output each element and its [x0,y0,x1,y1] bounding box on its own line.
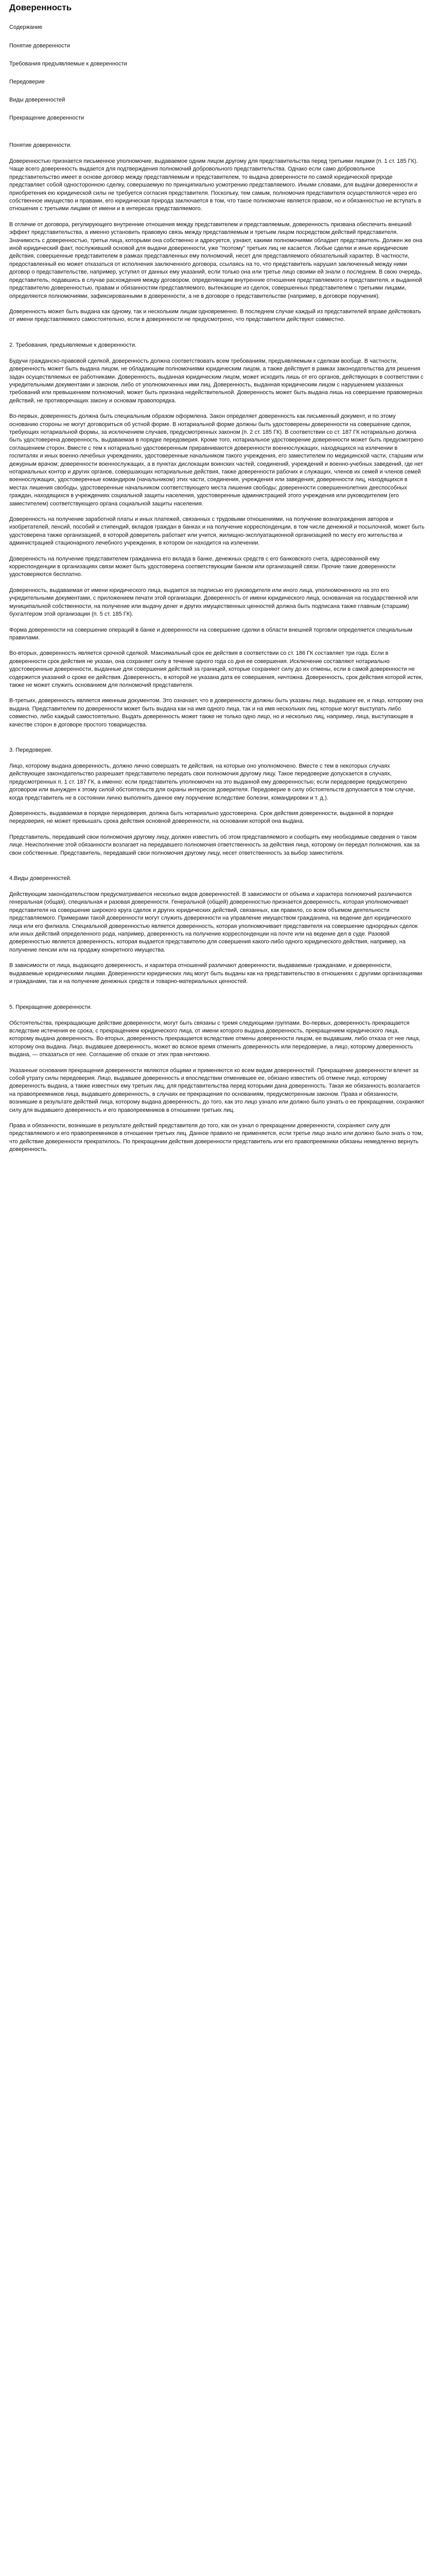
paragraph: Обстоятельства, прекращающие действие доверенности, могут быть связаны с тремя следующими группами. Во-первых, доверенность прекращается вследствие истечения ее срока, с прекращением юридического лица, от имени которого выдана доверенность, прекращением юридического лица, которому выдана доверенность. Во-вторых, доверенность прекращается вследствие отмены доверенности лицом, ее выдавшим, либо отказа от нее лица, которому она выдана. Лицо, выдавшее доверенность, может во всякое время отменить доверенность или передоверие, а лицо, которому доверенность выдана, — отказаться от нее. Соглашение об отказе от этих прав ничтожно. [9,1020,421,1058]
toc-item[interactable]: Передоверие [9,79,45,85]
paragraph: Права и обязанности, возникшие в результате действий представителя до того, как он узнал о прекращении доверенности, сохраняют силу для представляемого и его правопреемников в отношении третьих лиц. Данное правило не применяется, если третье лицо знало или должно было знать о том, что действие доверенности прекратилось. По прекращении действия доверенности представитель или его правопреемники обязаны немедленно вернуть доверенность. [9,1122,423,1153]
page-title: Доверенность [9,3,72,12]
section-heading: 3. Передоверие. [9,747,53,753]
section-heading: 4.Виды доверенностей. [9,875,72,882]
section-heading: 2. Требования, предъявляемые к доверенности. [9,342,137,348]
paragraph: Во-первых, доверенность должна быть специальным образом оформлена. Закон определяет доверенность как письменный документ, и по этому основанию стороны не могут договориться об устной форме. В нотариальной форме должны быть удостоверены доверенности на совершение сделок, требующих нотариальной формы, за исключением случаев, предусмотренных законом (п. 2 ст. 185 ГК). В соответствии со ст. 187 ГК нотариально должна быть удостоверена доверенность, выдаваемая в порядке передоверия. Кроме того, нотариальное удостоверение доверенности может быть предусмотрено соглашением сторон. Вместе с тем к нотариально удостоверенным приравниваются доверенности военнослужащих, находящихся на излечении в госпиталях и иных военно-лечебных учреждениях, удостоверенные начальником такого учреждения, его заместителем по медицинской части, старшим или дежурным врачом; доверенности военнослужащих, а в пунктах дислокации воинских частей, соединений, учреждений и военно-учебных заведений, где нет нотариальных контор и других органов, совершающих нотариальные действия, также доверенности рабочих и служащих, членов их семей и членов семей военнослужащих, удостоверенные командиром (начальником) этих части, соединения, учреждения или заведения; доверенности лиц, находящихся в местах лишения свободы, удостоверенные начальником соответствующего места лишения свободы; доверенности совершеннолетних дееспособных граждан, находящихся в учреждениях социальной защиты населения, удостоверенные администрацией этого учреждения или руководителем (его заместителем) соответствующего органа социальной защиты населения. [9,413,424,507]
section-termination [9,1004,425,1154]
toc-item[interactable]: Требования предъявляемые к доверенности [9,61,127,67]
section-heading: 5. Прекращение доверенности. [9,1004,92,1010]
section-redelegation [9,747,425,857]
section-concept [9,142,425,324]
paragraph: В отличие от договора, регулирующего внутренние отношения между представителем и представляемым, доверенность призвана обеспечить внешний эффект представительства, а именно установить правовую связь между представляемым и третьим лицом посредством действий представителя. Значимость с доверенностью, третьи лица, которыми она собственно и адресуется, узнают, какими полномочиями обладает представитель. Должен же она иной юридический факт, послуживший основой для выдачи доверенности, уже "поэтому" третьих лиц не касается. Любые сделки и иные юридические действия, совершенные представителем в рамках представленных ему полномочий, несет для представляемого обязательный характер. В частности, предоставленный ею может отказаться от исполнения заключенного договора, ссылаясь на то, что представитель нарушил заключенный между ними договор о представительстве, например, уступил от данных ему указаний, если только она или третье лицо своими ей знали о последнем. В свою очередь, представитель, подавшись в случае расхождения между договором, определяющим внутренние отношения представляемого и представителя, и выданной представителю доверенностью, правам и обязанностям представляемого, вытекающие из сделок, совершенных представителем с третьими лицами, определяются полномочиями, зафиксированными в доверенности, а не в договоре о представительстве (например, в договоре поручения). [9,221,423,299]
toc-item[interactable]: Прекращение доверенности [9,115,84,121]
paragraph: Представитель, передавший свои полномочия другому лицу, должен известить об этом представляемого и сообщить ему необходимые сведения о таком лице. Неисполнение этой обязанности возлагает на передавшего полномочия ответственность за действия лица, которому он передал полномочия, как за свои собственные. Представитель, передавший свои полномочия другому лицу, несет ответственность за выбор заместителя. [9,834,420,856]
toc-item[interactable]: Виды доверенностей [9,97,65,103]
section-requirements [9,342,425,642]
section-types [9,875,425,986]
paragraph: Лицо, которому выдана доверенность, должно лично совершать те действия, на которые оно уполномочено. Вместе с тем в некоторых случаях действующее законодательство разрешает представителю передать свои полномочия другому лицу. Такое передоверие допускается в случаях, предусмотренных п. 1 ст. 187 ГК, а именно: если представитель уполномочен на это выданной ему доверенностью; если передоверие предусмотрено договором или вынужден к этому силой обстоятельств для охраны интересов доверителя. Передоверие в силу обстоятельств допускается в том случае, когда представитель не в состоянии лично выполнить данное ему поручение вследствие болезни, командировки и т. д.). [9,762,415,801]
paragraph: В зависимости от лица, выдающего доверенность, и характера отношений различают доверенности, выдаваемые гражданами, и доверенности, выдаваемые юридическими лицами. Доверенности юридических лиц могут быть выданы как на представительство в отношениях с другими организациями и гражданами, так и на получение денежных средств и товарно-материальных ценностей. [9,962,423,985]
paragraph: В-третьих, доверенность является именным документом. Это означает, что в доверенности должны быть указаны лицо, выдавшее ее, и лицо, которому она выдана. Представителем по доверенности может быть выдана как на имя одного лица, так и на имя нескольких лиц, которые могут выступать либо совместно, либо каждый самостоятельно. Выдать доверенность может также не только одно лицо, но и несколько лиц, например, лица, выступающие в качестве сторон в договоре простого товарищества. [9,698,423,728]
paragraph: Будучи гражданско-правовой сделкой, доверенность должна соответствовать всем требованиям, предъявляемым к сделкам вообще. В частности, доверенность может быть выдана лицом, не обладающим полномочиями юридическим лицом, а также действует в рамках законодательства для решения задач осуществляемых ее работниками. Доверенность, выданная юридическим лицом, может исходить лишь от его органов, действующих в соответствии с учредительными документами и законом, либо от уполномоченных ими лиц. Доверенность, выданная юридическим лицом с нарушением указанных требований или превышением полномочий, может быть признана недействительной. Доверенность может быть выдана лишь на совершение правомерных действий, не противоречащих закону и основам правопорядка. [9,358,424,404]
section-requirements-continued [9,650,425,729]
paragraph: Доверенность, выдаваемая от имени юридического лица, выдается за подписью его руководителя или иного лица, уполномоченного на это его учредительными документами, с приложением печати этой организации. Доверенность от имени юридического лица, основанная на государственной или муниципальной собственности, на получение или выдачу денег и других имущественных ценностей должна быть подписана также главным (старшим) бухгалтером этой организации (п. 5 ст. 185 ГК). [9,587,418,618]
paragraph: Доверенность, выдаваемая в порядке передоверия, должна быть нотариально удостоверена. Срок действия доверенности, выданной в порядке передоверия, не может превышать срока действия основной доверенности, на основании которой она выдана. [9,810,394,825]
paragraph: Во-вторых, доверенность является срочной сделкой. Максимальный срок ее действия в соответствии со ст. 186 ГК составляет три года. Если в доверенности срок действия не указан, она сохраняет силу в течение одного года со дня ее совершения. Исключение составляют нотариально удостоверенные доверенности, выданные для совершения действий за границей, которые сохраняют силу до их отмены, если в самой доверенности не содержится указаний о сроке ее действия. Доверенность, в которой не указана дата ее совершения, ничтожна. Доверенность, срок действия которой истек, также не может служить основанием для полномочий представителя. [9,650,423,688]
paragraph: Доверенность на получение заработной платы и иных платежей, связанных с трудовыми отношениями, на получение вознаграждения авторов и изобретателей, пенсий, пособий и стипендий, вкладов граждан в банках и на получение корреспонденции, в том числе денежной и посылочной, может быть удостоверена также организацией, в которой доверитель работает или учится, жилищно-эксплуатационной организацией по месту его жительства и администрацией стационарного лечебного учреждения, в котором он находится на излечении. [9,516,425,547]
toc-heading: Содержание [9,24,43,30]
paragraph: Действующим законодательством предусматривается несколько видов доверенностей. В зависимости от объема и характера полномочий различаются генеральная (общая), специальная и разовая доверенности. Генеральной (общей) доверенностью признается доверенность, которая уполномочивает представителя на совершение широкого круга сделок и других юридических действий, связанных, как правило, со всем объемом деятельности представляемого. Примерами такой доверенности могут служить доверенности на управление имуществом гражданина, на ведение дел юридического лица или его филиала. Специальной доверенностью является доверенность, которая уполномочивает представителя на совершение однородных сделок или иных действий определенного рода, например, доверенность на получение корреспонденции на почте или на ведение дел в суде. Разовой доверенностью является доверенность, которая выдается представителю для совершения какого-либо одного юридического действия, например, на получение пенсии или на продажу конкретного имущества. [9,891,418,953]
toc-item[interactable]: Понятие доверенности [9,43,70,49]
paragraph: Доверенность может быть выдана как одному, так и нескольким лицам одновременно. В последнем случае каждый из представителей вправе действовать от имени представляемого самостоятельно, если в доверенности не предусмотрено, что представители действуют совместно. [9,308,421,323]
paragraph: Указанные основания прекращения доверенности являются общими и применяются ко всем видам доверенностей. Прекращение доверенности влечет за собой утрату силы передоверия. Лицо, выдавшее доверенность и впоследствии отменившее ее, обязано известить об отмене лицо, которому доверенность выдана, а также известных ему третьих лиц, для представительства перед которыми дана доверенность. Такая же обязанность возлагается на правопреемников лица, выдавшего доверенность, в случаях ее прекращения по основаниям, предусмотренным законом. Права и обязанности, возникшие в результате действий лица, которому выдана доверенность, до того, как это лицо узнало или должно было узнать о ее прекращении, сохраняют силу для выдавшего доверенность и его правопреемников в отношении третьих лиц. [9,1067,425,1113]
paragraph: Доверенностью признается письменное уполномочие, выдаваемое одним лицом другому для представительства перед третьими лицами (п. 1 ст. 185 ГК). Чаще всего доверенность выдается для подтверждения полномочий добровольного представительства. Однако если само добровольное представительство имеет в основе договор между представляемым и представителем, то выдача доверенности по самой юридической природе представляет собой односторонною сделку, совершаемую по принципиально усмотрению представляемого. Иными словами, для выдачи доверенности и приобретения ею юридической силы не требуется согласия представителя. Поскольку, тем самым, полномочия представителя осуществляются через его собственное имущество и правами, его юридическая природа заключается в том, что такое полномочие является правом, но и обязанностью не вступать в отношения с третьими лицами от имени и в интересах представляемого. [9,158,422,212]
table-of-contents [9,24,425,122]
section-heading: Понятие доверенности. [9,142,72,148]
paragraph: Форма доверенности на совершение операций в банке и доверенности на совершение сделки в области внешней торговли определяется специальным правилами. [9,626,412,641]
paragraph: Доверенность на получение представителем гражданина его вклада в банке, денежных средств с его банковского счета, адресованной ему корреспонденции в организациях связи может быть удостоверена соответствующим банком или организацией связи. Прочие такие доверенности удостоверяются бесплатно. [9,555,396,578]
